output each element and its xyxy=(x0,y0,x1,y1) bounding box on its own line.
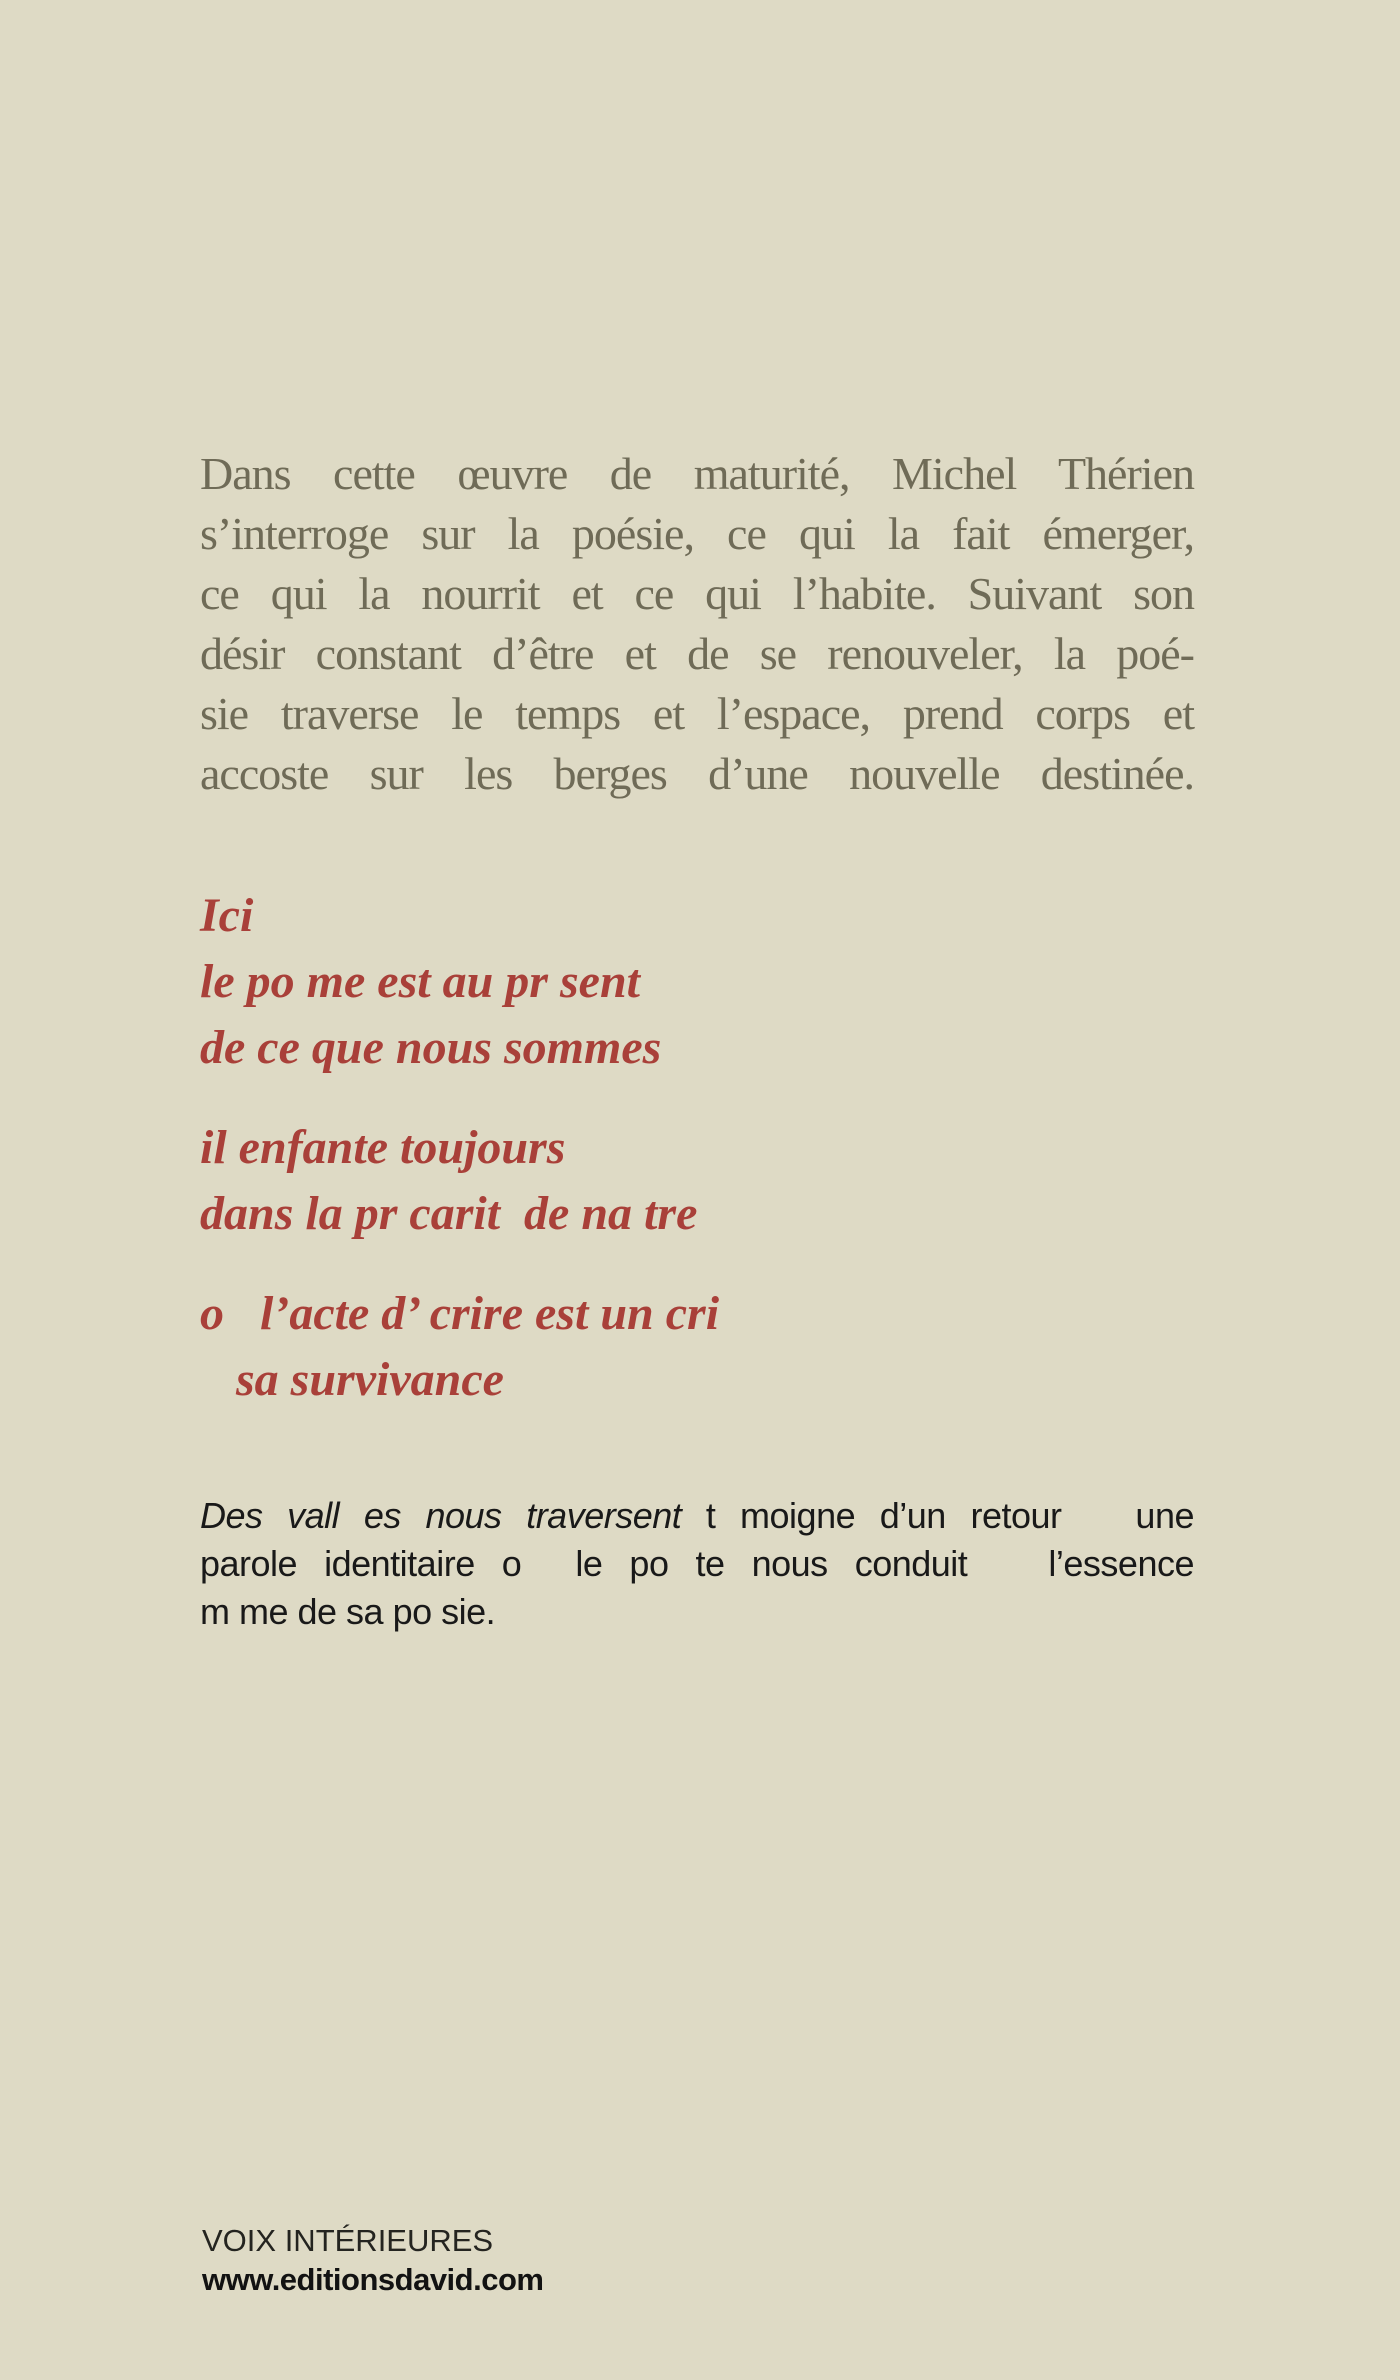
blurb-line-rest: t moigne d’un retour une xyxy=(681,1495,1194,1536)
poem-stanza-3 xyxy=(200,1281,1100,1413)
poem-stanza-2 xyxy=(200,1115,1100,1247)
poem-line: le po me est au pr sent xyxy=(200,955,640,1008)
intro-line: Dans cette œuvre de maturité, Michel Thérien xyxy=(200,448,1194,499)
poem-line: dans la pr carit de na tre xyxy=(200,1187,698,1240)
intro-line: s’interroge sur la poésie, ce qui la fait émerger, xyxy=(200,508,1194,559)
poem-line: sa survivance xyxy=(200,1353,504,1406)
publisher-website: www.editionsdavid.com xyxy=(202,2262,544,2297)
intro-line: sie traverse le temps et l’espace, prend corps et xyxy=(200,688,1194,739)
intro-paragraph xyxy=(200,444,1194,804)
intro-line: ce qui la nourrit et ce qui l’habite. Suivant son xyxy=(200,568,1194,619)
poem-stanza-1 xyxy=(200,883,1100,1081)
poem-excerpt xyxy=(200,883,1100,1447)
poem-line: il enfante toujours xyxy=(200,1121,566,1174)
blurb-line: parole identitaire o le po te nous conduit l’essence xyxy=(200,1543,1194,1584)
book-title-italic: Des vall es nous traversent xyxy=(200,1495,682,1536)
poem-line: Ici xyxy=(200,889,254,942)
intro-line: désir constant d’être et de se renouveler, la poé- xyxy=(200,628,1194,679)
blurb-paragraph xyxy=(200,1492,1194,1636)
blurb-line xyxy=(200,1492,1194,1540)
poem-line: de ce que nous sommes xyxy=(200,1021,662,1074)
poem-line: o l’acte d’ crire est un cri xyxy=(200,1287,720,1340)
blurb-line: m me de sa po sie. xyxy=(200,1591,496,1632)
intro-line: accoste sur les berges d’une nouvelle destinée. xyxy=(200,748,1194,799)
collection-name: VOIX INTÉRIEURES xyxy=(202,2223,494,2258)
